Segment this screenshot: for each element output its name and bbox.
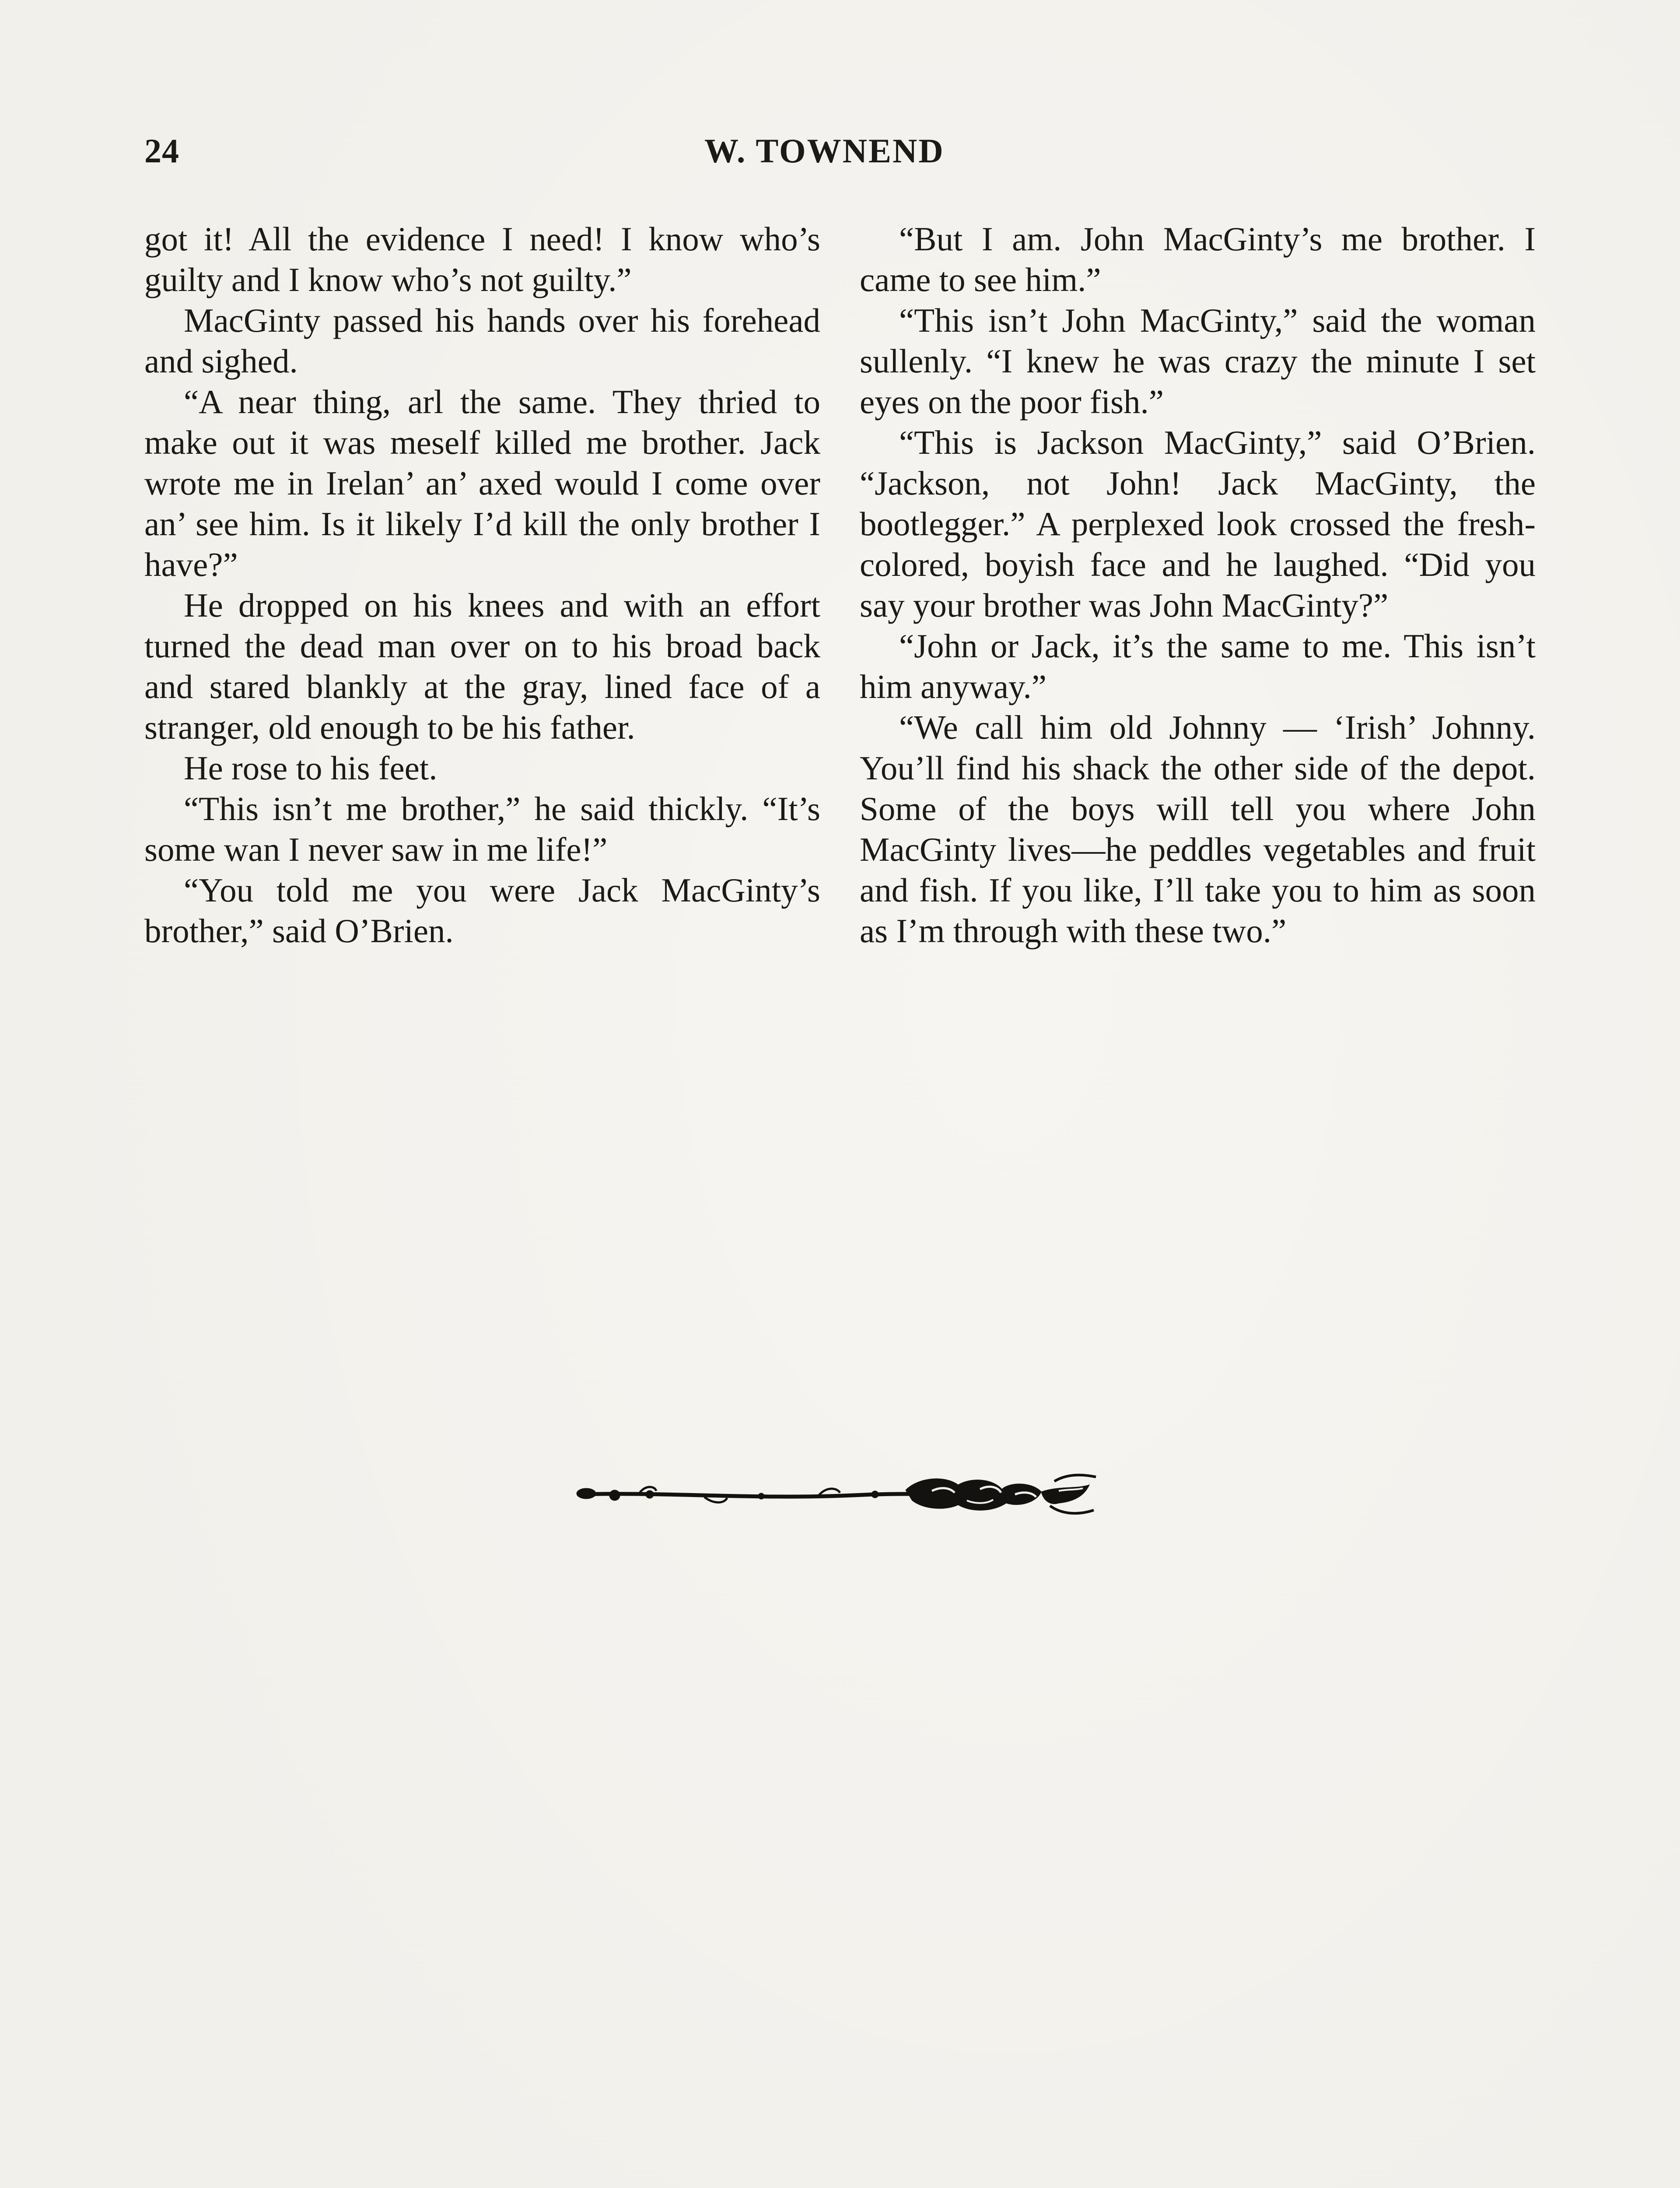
paragraph: “This isn’t me brother,” he said thickly. “It’s some wan I never saw in me life!” <box>144 790 820 868</box>
floral-vine-tailpiece-icon <box>573 1464 1107 1525</box>
paragraph: “A near thing, arl the same. They thried to make out it was meself killed me brother. Jack wrote me in Irelan’ an’ axed would I come over an’ see him. Is it likely I’d kill the only brother I have?” <box>144 383 820 583</box>
paragraph: “John or Jack, it’s the same to me. This isn’t him anyway.” <box>860 627 1536 705</box>
paragraph: MacGinty passed his hands over his forehead and sighed. <box>144 302 820 380</box>
paragraph: “We call him old Johnny — ‘Irish’ Johnny. You’ll find his shack the other side of the depot. Some of the boys will tell you where John MacGinty lives—he peddles vegetables and fruit and fish. If you like, I’ll take you to him as soon as I’m through with these two.” <box>860 708 1536 950</box>
paragraph: He rose to his feet. <box>184 749 438 787</box>
right-column <box>860 219 1536 951</box>
paragraph: “But I am. John MacGinty’s me brother. I came to see him.” <box>860 220 1536 298</box>
paragraph: “This isn’t John MacGinty,” said the woman sullenly. “I knew he was crazy the minute I set eyes on the poor fish.” <box>860 302 1536 421</box>
left-column <box>144 219 820 951</box>
running-head: W. TOWNEND <box>704 132 945 170</box>
paragraph: He dropped on his knees and with an effort turned the dead man over on to his broad back and stared blankly at the gray, lined face of a stranger, old enough to be his father. <box>144 586 820 746</box>
paragraph: “You told me you were Jack MacGinty’s brother,” said O’Brien. <box>144 871 820 950</box>
paragraph: got it! All the evidence I need! I know who’s guilty and I know who’s not guilty.” <box>144 220 820 298</box>
paragraph: “This is Jackson MacGinty,” said O’Brien. “Jackson, not John! Jack MacGinty, the bootlegger.” A perplexed look crossed the fresh-colored, boyish face and he laughed. “Did you say your brother was John MacGinty?” <box>860 424 1536 624</box>
page-number: 24 <box>144 132 179 170</box>
page-header <box>144 127 1536 179</box>
